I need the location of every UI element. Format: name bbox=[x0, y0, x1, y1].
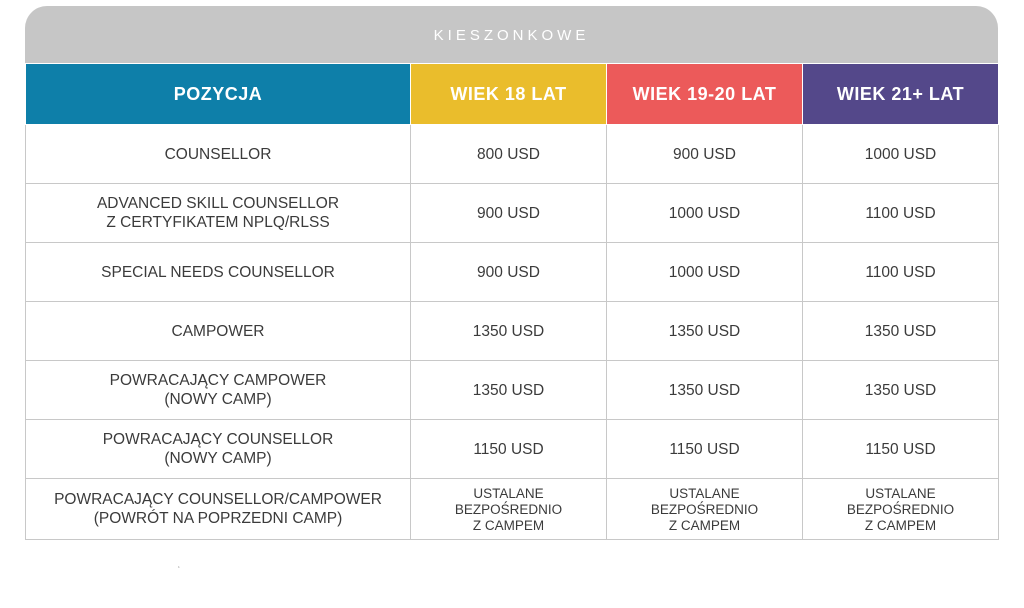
table-row bbox=[26, 184, 999, 243]
position-label: (NOWY CAMP) bbox=[164, 391, 272, 408]
position-cell bbox=[26, 420, 411, 479]
position-label: POWRACAJĄCY CAMPOWER bbox=[109, 372, 327, 389]
position-cell bbox=[26, 125, 411, 184]
amount-note: USTALANE bbox=[669, 486, 740, 501]
position-label: Z CERTYFIKATEM NPLQ/RLSS bbox=[106, 214, 330, 231]
amount-cell: 1350 USD bbox=[411, 361, 607, 420]
amount-note: BEZPOŚREDNIO bbox=[454, 502, 563, 517]
amount-note: Z CAMPEM bbox=[472, 518, 545, 533]
table-row bbox=[26, 125, 999, 184]
amount-cell: 1000 USD bbox=[803, 125, 999, 184]
amount-cell bbox=[411, 479, 607, 540]
position-label: POWRACAJĄCY COUNSELLOR/CAMPOWER bbox=[54, 491, 382, 508]
table-title: KIESZONKOWE bbox=[25, 6, 998, 63]
amount-note: BEZPOŚREDNIO bbox=[846, 502, 955, 517]
amount-cell: 1350 USD bbox=[607, 302, 803, 361]
amount-cell: 1100 USD bbox=[803, 184, 999, 243]
amount-cell: 1100 USD bbox=[803, 243, 999, 302]
position-cell bbox=[26, 361, 411, 420]
pocket-money-table bbox=[25, 63, 999, 540]
position-cell bbox=[26, 243, 411, 302]
amount-cell bbox=[607, 479, 803, 540]
header-age-18: WIEK 18 LAT bbox=[411, 64, 607, 125]
amount-cell: 1350 USD bbox=[803, 361, 999, 420]
position-label: ADVANCED SKILL COUNSELLOR bbox=[96, 195, 340, 212]
amount-cell: 1150 USD bbox=[803, 420, 999, 479]
position-label: POWRACAJĄCY COUNSELLOR bbox=[102, 431, 334, 448]
amount-cell: 1150 USD bbox=[411, 420, 607, 479]
table-row bbox=[26, 243, 999, 302]
amount-cell: 900 USD bbox=[607, 125, 803, 184]
pocket-money-table-container bbox=[25, 6, 998, 540]
table-row bbox=[26, 302, 999, 361]
footnote-mark: ‘ bbox=[178, 565, 180, 574]
position-cell bbox=[26, 184, 411, 243]
header-position: POZYCJA bbox=[26, 64, 411, 125]
amount-note: Z CAMPEM bbox=[864, 518, 937, 533]
position-label: CAMPOWER bbox=[171, 322, 265, 340]
amount-note: USTALANE bbox=[865, 486, 936, 501]
amount-cell: 1150 USD bbox=[607, 420, 803, 479]
table-row bbox=[26, 479, 999, 540]
header-age-21-plus: WIEK 21+ LAT bbox=[803, 64, 999, 125]
amount-cell: 800 USD bbox=[411, 125, 607, 184]
amount-note: Z CAMPEM bbox=[668, 518, 741, 533]
amount-cell: 1350 USD bbox=[607, 361, 803, 420]
amount-cell: 900 USD bbox=[411, 184, 607, 243]
position-label: (NOWY CAMP) bbox=[164, 450, 272, 467]
position-cell bbox=[26, 479, 411, 540]
amount-cell: 1000 USD bbox=[607, 243, 803, 302]
amount-cell: 1350 USD bbox=[411, 302, 607, 361]
position-label: SPECIAL NEEDS COUNSELLOR bbox=[101, 263, 335, 281]
position-cell bbox=[26, 302, 411, 361]
header-row bbox=[26, 64, 999, 125]
position-label: (POWRÓT NA POPRZEDNI CAMP) bbox=[93, 510, 343, 527]
amount-cell: 1000 USD bbox=[607, 184, 803, 243]
header-age-19-20: WIEK 19-20 LAT bbox=[607, 64, 803, 125]
amount-note: BEZPOŚREDNIO bbox=[650, 502, 759, 517]
table-row bbox=[26, 420, 999, 479]
amount-cell bbox=[803, 479, 999, 540]
amount-cell: 1350 USD bbox=[803, 302, 999, 361]
table-row bbox=[26, 361, 999, 420]
position-label: COUNSELLOR bbox=[164, 145, 272, 163]
amount-note: USTALANE bbox=[473, 486, 544, 501]
amount-cell: 900 USD bbox=[411, 243, 607, 302]
